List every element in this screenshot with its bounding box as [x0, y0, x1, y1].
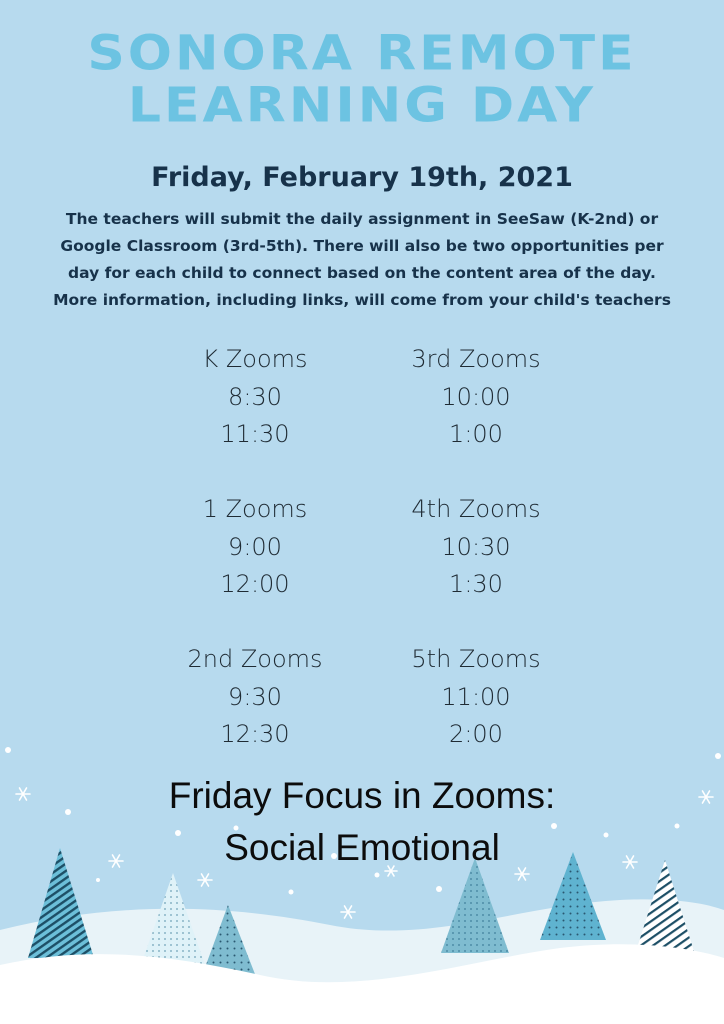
- snowflake-icon: [198, 874, 212, 886]
- focus-line-2: Social Emotional: [224, 827, 500, 868]
- friday-focus: [0, 770, 724, 874]
- zoom-time: 10:30: [441, 532, 511, 561]
- intro-line: The teachers will submit the daily assignment in SeeSaw (K-2nd) or: [65, 210, 659, 228]
- grade-label: K Zooms: [202, 345, 308, 373]
- zoom-time: 11:30: [220, 420, 290, 448]
- zoom-time: 1:30: [449, 570, 503, 598]
- zoom-time: 8:30: [228, 382, 282, 411]
- focus-line-1: Friday Focus in Zooms:: [168, 775, 556, 816]
- title-line-2: LEARNING DAY: [127, 78, 597, 134]
- intro-line: Google Classroom (3rd-5th). There will also be two opportunities per: [60, 237, 664, 255]
- event-date: Friday, February 19th, 2021: [151, 162, 573, 193]
- intro-line: More information, including links, will come from your child's teachers: [53, 291, 671, 309]
- zoom-time: 9:30: [228, 682, 282, 711]
- grade-label: 5th Zooms: [411, 645, 541, 673]
- zoom-time: 11:00: [441, 682, 511, 711]
- intro-line: day for each child to connect based on the content area of the day.: [68, 264, 656, 282]
- zoom-time: 10:00: [441, 382, 511, 411]
- zoom-time: 2:00: [449, 720, 503, 748]
- zoom-time: 12:30: [220, 720, 290, 748]
- title-line-1: SONORA REMOTE: [87, 26, 637, 82]
- grade-label: 3rd Zooms: [411, 345, 541, 373]
- zoom-time: 9:00: [228, 532, 282, 561]
- grade-label: 2nd Zooms: [187, 645, 323, 673]
- zoom-time: 12:00: [220, 570, 290, 598]
- snowflake-icon: [341, 906, 355, 918]
- grade-label: 4th Zooms: [411, 495, 541, 523]
- grade-label: 1 Zooms: [202, 495, 308, 523]
- zoom-time: 1:00: [449, 420, 503, 448]
